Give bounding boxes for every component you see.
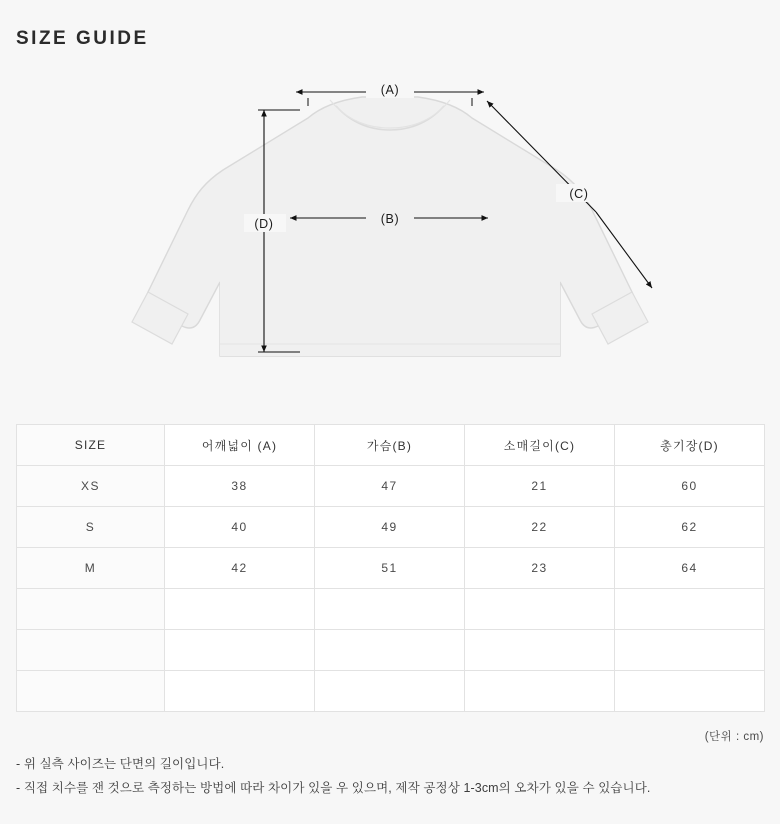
table-cell: [165, 589, 315, 630]
table-header-cell: 가슴(B): [315, 425, 465, 466]
table-cell-size: [17, 630, 165, 671]
table-row: [17, 630, 765, 671]
measure-label-d: (D): [254, 217, 274, 231]
garment-diagram: [0, 66, 780, 406]
notes-block: [16, 752, 766, 800]
measure-label-a: (A): [380, 83, 400, 97]
table-header-cell: SIZE: [17, 425, 165, 466]
table-row: [17, 589, 765, 630]
size-table: [16, 424, 765, 712]
table-cell: 51: [315, 548, 465, 589]
table-cell-size: XS: [17, 466, 165, 507]
table-row: [17, 466, 765, 507]
table-row: [17, 671, 765, 712]
table-header-cell: 총기장(D): [615, 425, 765, 466]
table-cell: 47: [315, 466, 465, 507]
table-cell: [465, 671, 615, 712]
table-cell-size: [17, 671, 165, 712]
table-cell: [315, 671, 465, 712]
table-cell-size: M: [17, 548, 165, 589]
table-cell: [615, 589, 765, 630]
table-cell: [315, 589, 465, 630]
table-cell: [465, 630, 615, 671]
table-header-row: [17, 425, 765, 466]
table-cell: [465, 589, 615, 630]
page-title: SIZE GUIDE: [16, 28, 149, 49]
table-row: [17, 548, 765, 589]
table-cell: 42: [165, 548, 315, 589]
table-cell: 21: [465, 466, 615, 507]
table-cell: 40: [165, 507, 315, 548]
table-row: [17, 507, 765, 548]
table-cell: 49: [315, 507, 465, 548]
table-cell: 38: [165, 466, 315, 507]
size-table-wrapper: [16, 424, 764, 712]
garment-shape: [132, 97, 648, 356]
table-cell: [615, 671, 765, 712]
table-cell-size: S: [17, 507, 165, 548]
measure-label-c: (C): [569, 187, 589, 201]
table-cell-size: [17, 589, 165, 630]
table-cell: [615, 630, 765, 671]
table-cell: 22: [465, 507, 615, 548]
table-cell: [165, 630, 315, 671]
measure-label-b: (B): [380, 212, 400, 226]
table-cell: 23: [465, 548, 615, 589]
unit-note: (단위 : cm): [704, 731, 764, 743]
table-cell: 64: [615, 548, 765, 589]
table-header-cell: 소매길이(C): [465, 425, 615, 466]
table-cell: [315, 630, 465, 671]
table-cell: 62: [615, 507, 765, 548]
table-cell: [165, 671, 315, 712]
table-cell: 60: [615, 466, 765, 507]
note-line: - 위 실측 사이즈는 단면의 길이입니다.: [16, 757, 225, 771]
table-header-cell: 어깨넓이 (A): [165, 425, 315, 466]
note-line: - 직접 치수를 잰 것으로 측정하는 방법에 따라 차이가 있을 우 있으며, 제작 공정상 1-3cm의 오차가 있을 수 있습니다.: [16, 781, 651, 795]
